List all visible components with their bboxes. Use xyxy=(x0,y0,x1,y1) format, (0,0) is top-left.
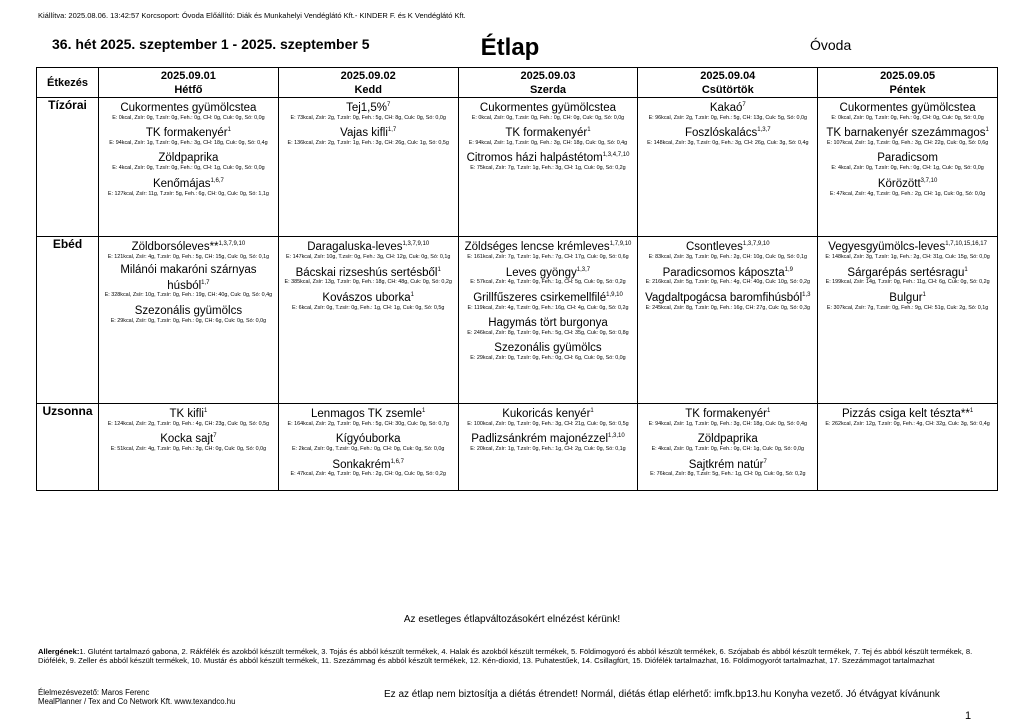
allergen-codes: 1,3,7,9,10 xyxy=(402,241,430,248)
dish-item xyxy=(461,149,636,171)
dish-name: Cukormentes gyümölcstea xyxy=(839,101,976,114)
nutrition-info: E: 94kcal, Zsír: 1g, T.zsír: 0g, Feh.: 3g, CH: 18g, Cuk: 0g, Só: 0,4g xyxy=(468,140,628,147)
dish-item xyxy=(640,456,815,478)
dish-name: TK formakenyér xyxy=(505,127,588,140)
dish-name: Körözött xyxy=(877,177,921,190)
dish-item xyxy=(820,264,995,286)
dish xyxy=(640,289,815,305)
day-date: 2025.09.04 xyxy=(700,70,756,82)
dish-name: Foszlóskalács xyxy=(685,127,758,140)
dish-item xyxy=(101,238,276,260)
dish xyxy=(461,264,636,280)
allergen-codes: 1,7 xyxy=(201,279,210,286)
dish xyxy=(640,430,815,446)
nutrition-info: E: 4kcal, Zsír: 0g, T.zsír: 0g, Feh.: 0g, CH: 1g, Cuk: 0g, Só: 0,0g xyxy=(651,446,804,453)
dish xyxy=(101,99,276,115)
dish xyxy=(640,238,815,254)
nutrition-info: E: 6kcal, Zsír: 0g, T.zsír: 0g, Feh.: 1g, CH: 1g, Cuk: 0g, Só: 0,5g xyxy=(291,304,445,311)
dish-item xyxy=(461,264,636,286)
nutrition-info: E: 262kcal, Zsír: 12g, T.zsír: 0g, Feh.: 4g, CH: 32g, Cuk: 3g, Só: 0,4g xyxy=(825,420,990,427)
dish-item xyxy=(461,124,636,146)
nutrition-info: E: 121kcal, Zsír: 4g, T.zsír: 0g, Feh.: 5g, CH: 15g, Cuk: 0g, Só: 0,1g xyxy=(107,254,270,261)
dish-item xyxy=(461,339,636,361)
meal-row xyxy=(37,237,998,404)
allergen-codes: 1,7,10,15,16,17 xyxy=(945,241,987,248)
dish-name: TK formakenyér xyxy=(145,127,228,140)
menu-cell xyxy=(278,98,458,237)
nutrition-info: E: 0kcal, Zsír: 0g, T.zsír: 0g, Feh.: 0g, CH: 0g, Cuk: 0g, Só: 0,0g xyxy=(831,114,984,121)
menu-table xyxy=(36,67,998,491)
nutrition-info: E: 0kcal, Zsír: 0g, T.zsír: 0g, Feh.: 0g, CH: 0g, Cuk: 0g, Só: 0,0g xyxy=(112,114,265,121)
dish xyxy=(281,430,456,446)
menu-cell xyxy=(818,404,998,491)
dish-name: Bulgur xyxy=(889,291,923,304)
dish-item xyxy=(640,289,815,311)
allergen-codes: 3,7,10 xyxy=(920,177,938,184)
allergen-codes: 1,3,7,9,10 xyxy=(742,241,770,248)
dish xyxy=(820,175,995,191)
allergen-legend xyxy=(38,647,988,665)
dish xyxy=(820,264,995,280)
nutrition-info: E: 76kcal, Zsír: 8g, T.zsír: 5g, Feh.: 1g, CH: 0g, Cuk: 0g, Só: 0,2g xyxy=(650,471,806,478)
allergen-codes: 1 xyxy=(203,408,208,415)
dish-item xyxy=(461,405,636,427)
menu-cell xyxy=(638,237,818,404)
nutrition-info: E: 94kcal, Zsír: 1g, T.zsír: 0g, Feh.: 3g, CH: 18g, Cuk: 0g, Só: 0,4g xyxy=(648,420,807,427)
allergen-codes: 7 xyxy=(386,102,391,108)
dish xyxy=(101,302,276,318)
dish-name: TK formakenyér xyxy=(685,407,768,420)
dish-name: Zöldborsóleves** xyxy=(131,241,219,254)
menu-cell xyxy=(458,98,638,237)
dish xyxy=(101,124,276,140)
day-header-0 xyxy=(99,68,279,98)
dish-item xyxy=(101,430,276,452)
dish-item xyxy=(820,289,995,311)
dish xyxy=(820,289,995,305)
nutrition-info: E: 75kcal, Zsír: 7g, T.zsír: 1g, Feh.: 3g, CH: 1g, Cuk: 0g, Só: 0,2g xyxy=(470,165,626,172)
allergen-codes: 1,3,7 xyxy=(576,266,591,273)
nutrition-info: E: 246kcal, Zsír: 8g, T.zsír: 0g, Feh.: 5g, CH: 35g, Cuk: 0g, Só: 0,8g xyxy=(467,329,629,336)
allergen-codes: 1 xyxy=(767,408,771,415)
menu-cell xyxy=(278,237,458,404)
dish-name: Hagymás tört burgonya xyxy=(488,316,608,329)
nutrition-info: E: 328kcal, Zsír: 10g, T.zsír: 0g, Feh.: 19g, CH: 40g, Cuk: 0g, Só: 0,4g xyxy=(104,292,273,299)
dish-item xyxy=(101,405,276,427)
nutrition-info: E: 51kcal, Zsír: 4g, T.zsír: 0g, Feh.: 3g, CH: 0g, Cuk: 0g, Só: 0,0g xyxy=(110,446,267,453)
allergen-codes: 1,3,4,7,10 xyxy=(602,152,630,159)
allergen-codes: 1 xyxy=(964,266,968,273)
allergen-codes: 1,6,7 xyxy=(390,458,404,465)
dish-name: Zöldpaprika xyxy=(158,152,219,165)
footer-left xyxy=(38,688,235,706)
menu-cell xyxy=(278,404,458,491)
dish-name: Leves gyöngy xyxy=(505,266,577,279)
nutrition-info: E: 147kcal, Zsír: 10g, T.zsír: 0g, Feh.: 3g, CH: 12g, Cuk: 0g, Só: 0,1g xyxy=(285,254,451,261)
allergen-codes: 1,3,7,9,10 xyxy=(218,241,246,248)
allergen-codes: 1,3,7 xyxy=(757,127,771,134)
food-service-leader: Élelmezésvezető: Maros Ferenc xyxy=(38,688,150,697)
dish xyxy=(461,289,636,305)
issued-line: Kiállítva: 2025.08.06. 13:42:57 Korcsoport: Óvoda Előállító: Diák és Munkahelyi Vendéglátó Kft.- KINDER F. és K Vendéglátó Kft. xyxy=(38,11,466,20)
day-date: 2025.09.03 xyxy=(520,70,576,82)
nutrition-info: E: 29kcal, Zsír: 0g, T.zsír: 0g, Feh.: 0g, CH: 6g, Cuk: 0g, Só: 0,0g xyxy=(110,317,267,324)
dish-item xyxy=(461,238,636,260)
dish xyxy=(461,124,636,140)
dish-name: Kocka sajt xyxy=(160,433,214,446)
dish-name: Kukoricás kenyér xyxy=(502,407,591,420)
nutrition-info: E: 148kcal, Zsír: 3g, T.zsír: 0g, Feh.: 3g, CH: 26g, Cuk: 3g, Só: 0,4g xyxy=(647,140,809,147)
nutrition-info: E: 83kcal, Zsír: 3g, T.zsír: 0g, Feh.: 2g, CH: 10g, Cuk: 0g, Só: 0,1g xyxy=(648,254,807,261)
nutrition-info: E: 127kcal, Zsír: 11g, T.zsír: 5g, Feh.: 6g, CH: 0g, Cuk: 0g, Só: 1,1g xyxy=(107,190,269,197)
dish xyxy=(461,314,636,330)
dish-name: TK kifli xyxy=(169,407,204,420)
dish-item xyxy=(640,238,815,260)
dish-name: Sárgarépás sertésragu xyxy=(847,266,965,279)
dish-item xyxy=(101,264,276,299)
dish-name: Vegyesgyümölcs-leves xyxy=(828,241,946,254)
nutrition-info: E: 20kcal, Zsír: 1g, T.zsír: 0g, Feh.: 1g, CH: 2g, Cuk: 0g, Só: 0,1g xyxy=(470,446,626,453)
dish-name: Citromos házi halpástétom xyxy=(466,152,603,165)
meal-label: Uzsonna xyxy=(37,404,99,491)
dish-item xyxy=(281,238,456,260)
dish-item xyxy=(820,124,995,146)
dish xyxy=(281,405,456,421)
dish-item xyxy=(281,264,456,286)
allergen-codes: 1,9 xyxy=(784,266,793,273)
dish xyxy=(281,289,456,305)
meal-label: Tízórai xyxy=(37,98,99,237)
age-group: Óvoda xyxy=(810,37,852,53)
dish-item xyxy=(820,175,995,197)
dish xyxy=(820,124,995,140)
dish xyxy=(640,124,815,140)
allergen-codes: 1,9,10 xyxy=(606,291,623,298)
dish-item xyxy=(101,302,276,324)
dish-name: TK barnakenyér szezámmagos xyxy=(826,127,986,140)
header-row xyxy=(37,68,998,98)
dish xyxy=(101,238,276,254)
menu-cell xyxy=(99,98,279,237)
nutrition-info: E: 385kcal, Zsír: 13g, T.zsír: 0g, Feh.: 18g, CH: 48g, Cuk: 0g, Só: 0,2g xyxy=(284,279,452,286)
dish xyxy=(281,238,456,254)
meal-row xyxy=(37,404,998,491)
allergen-codes: 1 xyxy=(985,127,989,134)
dish-item xyxy=(101,175,276,197)
dish-name: Sajtkrém natúr xyxy=(688,458,764,471)
day-name: Kedd xyxy=(354,84,382,96)
allergen-codes: 1,3 xyxy=(802,291,811,298)
nutrition-info: E: 29kcal, Zsír: 0g, T.zsír: 0g, Feh.: 0g, CH: 6g, Cuk: 0g, Só: 0,0g xyxy=(470,355,626,362)
dish xyxy=(461,99,636,115)
menu-cell xyxy=(99,237,279,404)
dish-item xyxy=(101,124,276,146)
dish-name: Kígyóuborka xyxy=(335,433,401,446)
meal-label: Ebéd xyxy=(37,237,99,404)
dish-item xyxy=(461,99,636,121)
allergen-codes: 1 xyxy=(922,291,926,298)
dish xyxy=(640,405,815,421)
dish xyxy=(101,264,276,293)
menu-cell xyxy=(818,237,998,404)
dish-item xyxy=(820,149,995,171)
dish xyxy=(101,405,276,421)
dish-item xyxy=(461,314,636,336)
dish xyxy=(101,149,276,165)
day-name: Szerda xyxy=(529,84,567,96)
dish-name: Zöldpaprika xyxy=(697,433,758,446)
dish-item xyxy=(820,99,995,121)
dish xyxy=(461,238,636,254)
allergen-codes: 1,7,9,10 xyxy=(609,241,632,248)
nutrition-info: E: 307kcal, Zsír: 7g, T.zsír: 0g, Feh.: 9g, CH: 51g, Cuk: 2g, Só: 0,1g xyxy=(826,304,989,311)
nutrition-info: E: 161kcal, Zsír: 7g, T.zsír: 1g, Feh.: 7g, CH: 17g, Cuk: 0g, Só: 0,6g xyxy=(467,254,629,261)
page-number: 1 xyxy=(965,710,972,722)
dish xyxy=(461,405,636,421)
nutrition-info: E: 107kcal, Zsír: 1g, T.zsír: 0g, Feh.: 3g, CH: 22g, Cuk: 0g, Só: 0,6g xyxy=(826,140,989,147)
nutrition-info: E: 216kcal, Zsír: 5g, T.zsír: 0g, Feh.: 4g, CH: 40g, Cuk: 10g, Só: 0,2g xyxy=(645,279,810,286)
dish-item xyxy=(281,99,456,121)
dish xyxy=(101,430,276,446)
day-name: Hétfő xyxy=(174,84,203,96)
day-header-3 xyxy=(638,68,818,98)
day-name: Csütörtök xyxy=(701,84,754,96)
dish xyxy=(820,405,995,421)
dish xyxy=(461,430,636,446)
nutrition-info: E: 119kcal, Zsír: 4g, T.zsír: 0g, Feh.: 16g, CH: 4g, Cuk: 0g, Só: 0,2g xyxy=(467,304,629,311)
allergen-codes: 1 xyxy=(587,127,591,134)
dish-item xyxy=(281,456,456,478)
dish-item xyxy=(640,264,815,286)
dish-item xyxy=(820,238,995,260)
dish-name: Kovászos uborka xyxy=(322,291,411,304)
nutrition-info: E: 164kcal, Zsír: 2g, T.zsír: 0g, Feh.: 5g, CH: 30g, Cuk: 0g, Só: 0,7g xyxy=(287,420,449,427)
meal-column-header: Étkezés xyxy=(37,68,99,98)
dish-name: Vajas kifli xyxy=(340,127,388,140)
dish xyxy=(640,99,815,115)
dish-name: Bácskai rizseshús sertésből xyxy=(295,266,438,279)
nutrition-info: E: 124kcal, Zsír: 2g, T.zsír: 0g, Feh.: 4g, CH: 23g, Cuk: 0g, Só: 0,5g xyxy=(107,420,270,427)
day-name: Péntek xyxy=(889,84,926,96)
day-date: 2025.09.01 xyxy=(160,70,216,82)
nutrition-info: E: 245kcal, Zsír: 8g, T.zsír: 0g, Feh.: 16g, CH: 27g, Cuk: 0g, Só: 0,3g xyxy=(645,304,810,311)
allergen-codes: 1 xyxy=(410,291,414,298)
nutrition-info: E: 96kcal, Zsír: 2g, T.zsír: 0g, Feh.: 5g, CH: 13g, Cuk: 5g, Só: 0,0g xyxy=(648,114,807,121)
change-notice: Az esetleges étlapváltozásokért elnézést kérünk! xyxy=(403,614,621,625)
dish-name: Grillfűszeres csirkemellfilé xyxy=(473,291,607,304)
day-header-1 xyxy=(278,68,458,98)
allergen-label: Allergének: xyxy=(38,647,80,656)
menu-cell xyxy=(458,404,638,491)
dish-name: Lenmagos TK zsemle xyxy=(311,407,423,420)
dish-item xyxy=(640,124,815,146)
nutrition-info: E: 4kcal, Zsír: 0g, T.zsír: 0g, Feh.: 0g, CH: 1g, Cuk: 0g, Só: 0,0g xyxy=(112,165,265,172)
dish-name: Cukormentes gyümölcstea xyxy=(120,101,257,114)
dish-item xyxy=(640,99,815,121)
dish xyxy=(461,149,636,165)
dish-item xyxy=(101,149,276,171)
allergen-codes: 1 xyxy=(437,266,441,273)
dish xyxy=(640,456,815,472)
day-header-4 xyxy=(818,68,998,98)
allergen-codes: 1 xyxy=(422,408,426,415)
nutrition-info: E: 57kcal, Zsír: 4g, T.zsír: 0g, Feh.: 1g, CH: 5g, Cuk: 0g, Só: 0,2g xyxy=(470,279,626,286)
dish-item xyxy=(101,99,276,121)
dish xyxy=(281,264,456,280)
menu-cell xyxy=(99,404,279,491)
dish xyxy=(281,456,456,472)
software-credit: MealPlanner / Tex and Co Network Kft. www.texandco.hu xyxy=(38,697,236,706)
dish-name: Kenőmájas xyxy=(152,177,211,190)
nutrition-info: E: 136kcal, Zsír: 2g, T.zsír: 1g, Feh.: 3g, CH: 26g, Cuk: 1g, Só: 0,5g xyxy=(287,140,449,147)
dish xyxy=(820,99,995,115)
dish-name: Cukormentes gyümölcstea xyxy=(479,101,617,114)
dish-item xyxy=(281,405,456,427)
dish-name: Csontleves xyxy=(685,241,743,254)
nutrition-info: E: 199kcal, Zsír: 14g, T.zsír: 0g, Feh.: 11g, CH: 6g, Cuk: 0g, Só: 0,2g xyxy=(825,279,990,286)
allergen-codes: 1,6,7 xyxy=(210,177,224,184)
day-header-2 xyxy=(458,68,638,98)
menu-cell xyxy=(458,237,638,404)
allergen-codes: 1 xyxy=(590,408,594,415)
allergen-text: 1. Glutént tartalmazó gabona, 2. Rákfélék és azokból készült termékek, 3. Tojás és abból készült termékek, 4. Halak és azokból készült termékek, 5. Földimogyoró és abból készült termékek, 6. Szójabab és abból készült termékek, 7. Tej és abból készült termékek, 8. Diófélék, 9. Zeller és abból készült termékek, 10. Mustár és abból készült termékek, 11. Szezámmag és abból készült termékek, 12. Kén-dioxid, 13. Puhatestűek, 14. Csillagfürt, 15. Diófélék tartalmazhat, 16. Földimogyorót tartalmazhat, 17. Szezámmagot tartalmazhat xyxy=(38,647,973,665)
nutrition-info: E: 47kcal, Zsír: 4g, T.zsír: 0g, Feh.: 2g, CH: 0g, Cuk: 0g, Só: 0,2g xyxy=(290,471,446,478)
nutrition-info: E: 94kcal, Zsír: 1g, T.zsír: 0g, Feh.: 3g, CH: 18g, Cuk: 0g, Só: 0,4g xyxy=(109,140,268,147)
allergen-codes: 1 xyxy=(227,127,231,134)
diet-disclaimer: Ez az étlap nem biztosítja a diétás étrendet! Normál, diétás étlap elérhető: imfk.bp13.hu Konyha vezető. Jó étvágyat kívánunk xyxy=(384,689,940,700)
dish-name: Paradicsomos káposzta xyxy=(662,266,785,279)
dish-item xyxy=(281,430,456,452)
nutrition-info: E: 2kcal, Zsír: 0g, T.zsír: 0g, Feh.: 0g, CH: 0g, Cuk: 0g, Só: 0,0g xyxy=(291,446,445,453)
page-title-wrap xyxy=(0,34,1024,62)
dish-name: Daragaluska-leves xyxy=(307,241,403,254)
dish-name: Sonkakrém xyxy=(332,458,391,471)
dish-name: Milánói makaróni szárnyas húsból xyxy=(120,263,257,292)
nutrition-info: E: 0kcal, Zsír: 0g, T.zsír: 0g, Feh.: 0g, CH: 0g, Cuk: 0g, Só: 0,0g xyxy=(471,114,625,121)
meal-row xyxy=(37,98,998,237)
dish xyxy=(820,238,995,254)
dish-name: Pizzás csiga kelt tészta** xyxy=(842,407,970,420)
week-range: 36. hét 2025. szeptember 1 - 2025. szeptember 5 xyxy=(52,36,370,52)
dish-name: Paradicsom xyxy=(877,152,938,165)
dish-item xyxy=(461,289,636,311)
dish-name: Vagdaltpogácsa baromfihúsból xyxy=(645,291,803,304)
dish xyxy=(101,175,276,191)
dish xyxy=(640,264,815,280)
nutrition-info: E: 47kcal, Zsír: 4g, T.zsír: 0g, Feh.: 2g, CH: 1g, Cuk: 0g, Só: 0,0g xyxy=(829,190,986,197)
dish-name: Zöldséges lencse krémleves xyxy=(464,241,610,254)
day-date: 2025.09.05 xyxy=(880,70,936,82)
allergen-codes: 7 xyxy=(742,102,746,108)
dish xyxy=(461,339,636,355)
day-date: 2025.09.02 xyxy=(340,70,396,82)
dish-name: Tej1,5% xyxy=(346,101,387,114)
dish xyxy=(281,124,456,140)
dish-name: Szezonális gyümölcs xyxy=(494,342,602,355)
dish xyxy=(820,149,995,165)
nutrition-info: E: 100kcal, Zsír: 0g, T.zsír: 0g, Feh.: 3g, CH: 21g, Cuk: 0g, Só: 0,5g xyxy=(467,420,629,427)
menu-cell xyxy=(638,404,818,491)
dish-name: Padlizsánkrém majonézzel xyxy=(471,433,609,446)
nutrition-info: E: 4kcal, Zsír: 0g, T.zsír: 0g, Feh.: 0g, CH: 1g, Cuk: 0g, Só: 0,0g xyxy=(831,165,984,172)
allergen-codes: 1 xyxy=(969,408,974,415)
dish-name: Szezonális gyümölcs xyxy=(134,304,243,317)
menu-cell xyxy=(638,98,818,237)
page-title: Étlap xyxy=(480,34,540,61)
dish-item xyxy=(820,405,995,427)
allergen-codes: 1,3,10 xyxy=(608,433,625,440)
dish-item xyxy=(281,289,456,311)
allergen-codes: 1,7 xyxy=(387,127,397,134)
allergen-codes: 7 xyxy=(213,433,217,440)
dish-name: Kakaó xyxy=(709,101,743,114)
menu-cell xyxy=(818,98,998,237)
dish-item xyxy=(640,405,815,427)
dish-item xyxy=(461,430,636,452)
nutrition-info: E: 148kcal, Zsír: 3g, T.zsír: 1g, Feh.: 2g, CH: 31g, Cuk: 15g, Só: 0,0g xyxy=(825,254,990,261)
nutrition-info: E: 73kcal, Zsír: 2g, T.zsír: 0g, Feh.: 5g, CH: 8g, Cuk: 0g, Só: 0,0g xyxy=(290,114,446,121)
dish-item xyxy=(281,124,456,146)
dish xyxy=(281,99,456,115)
dish-item xyxy=(640,430,815,452)
allergen-codes: 7 xyxy=(763,458,767,465)
